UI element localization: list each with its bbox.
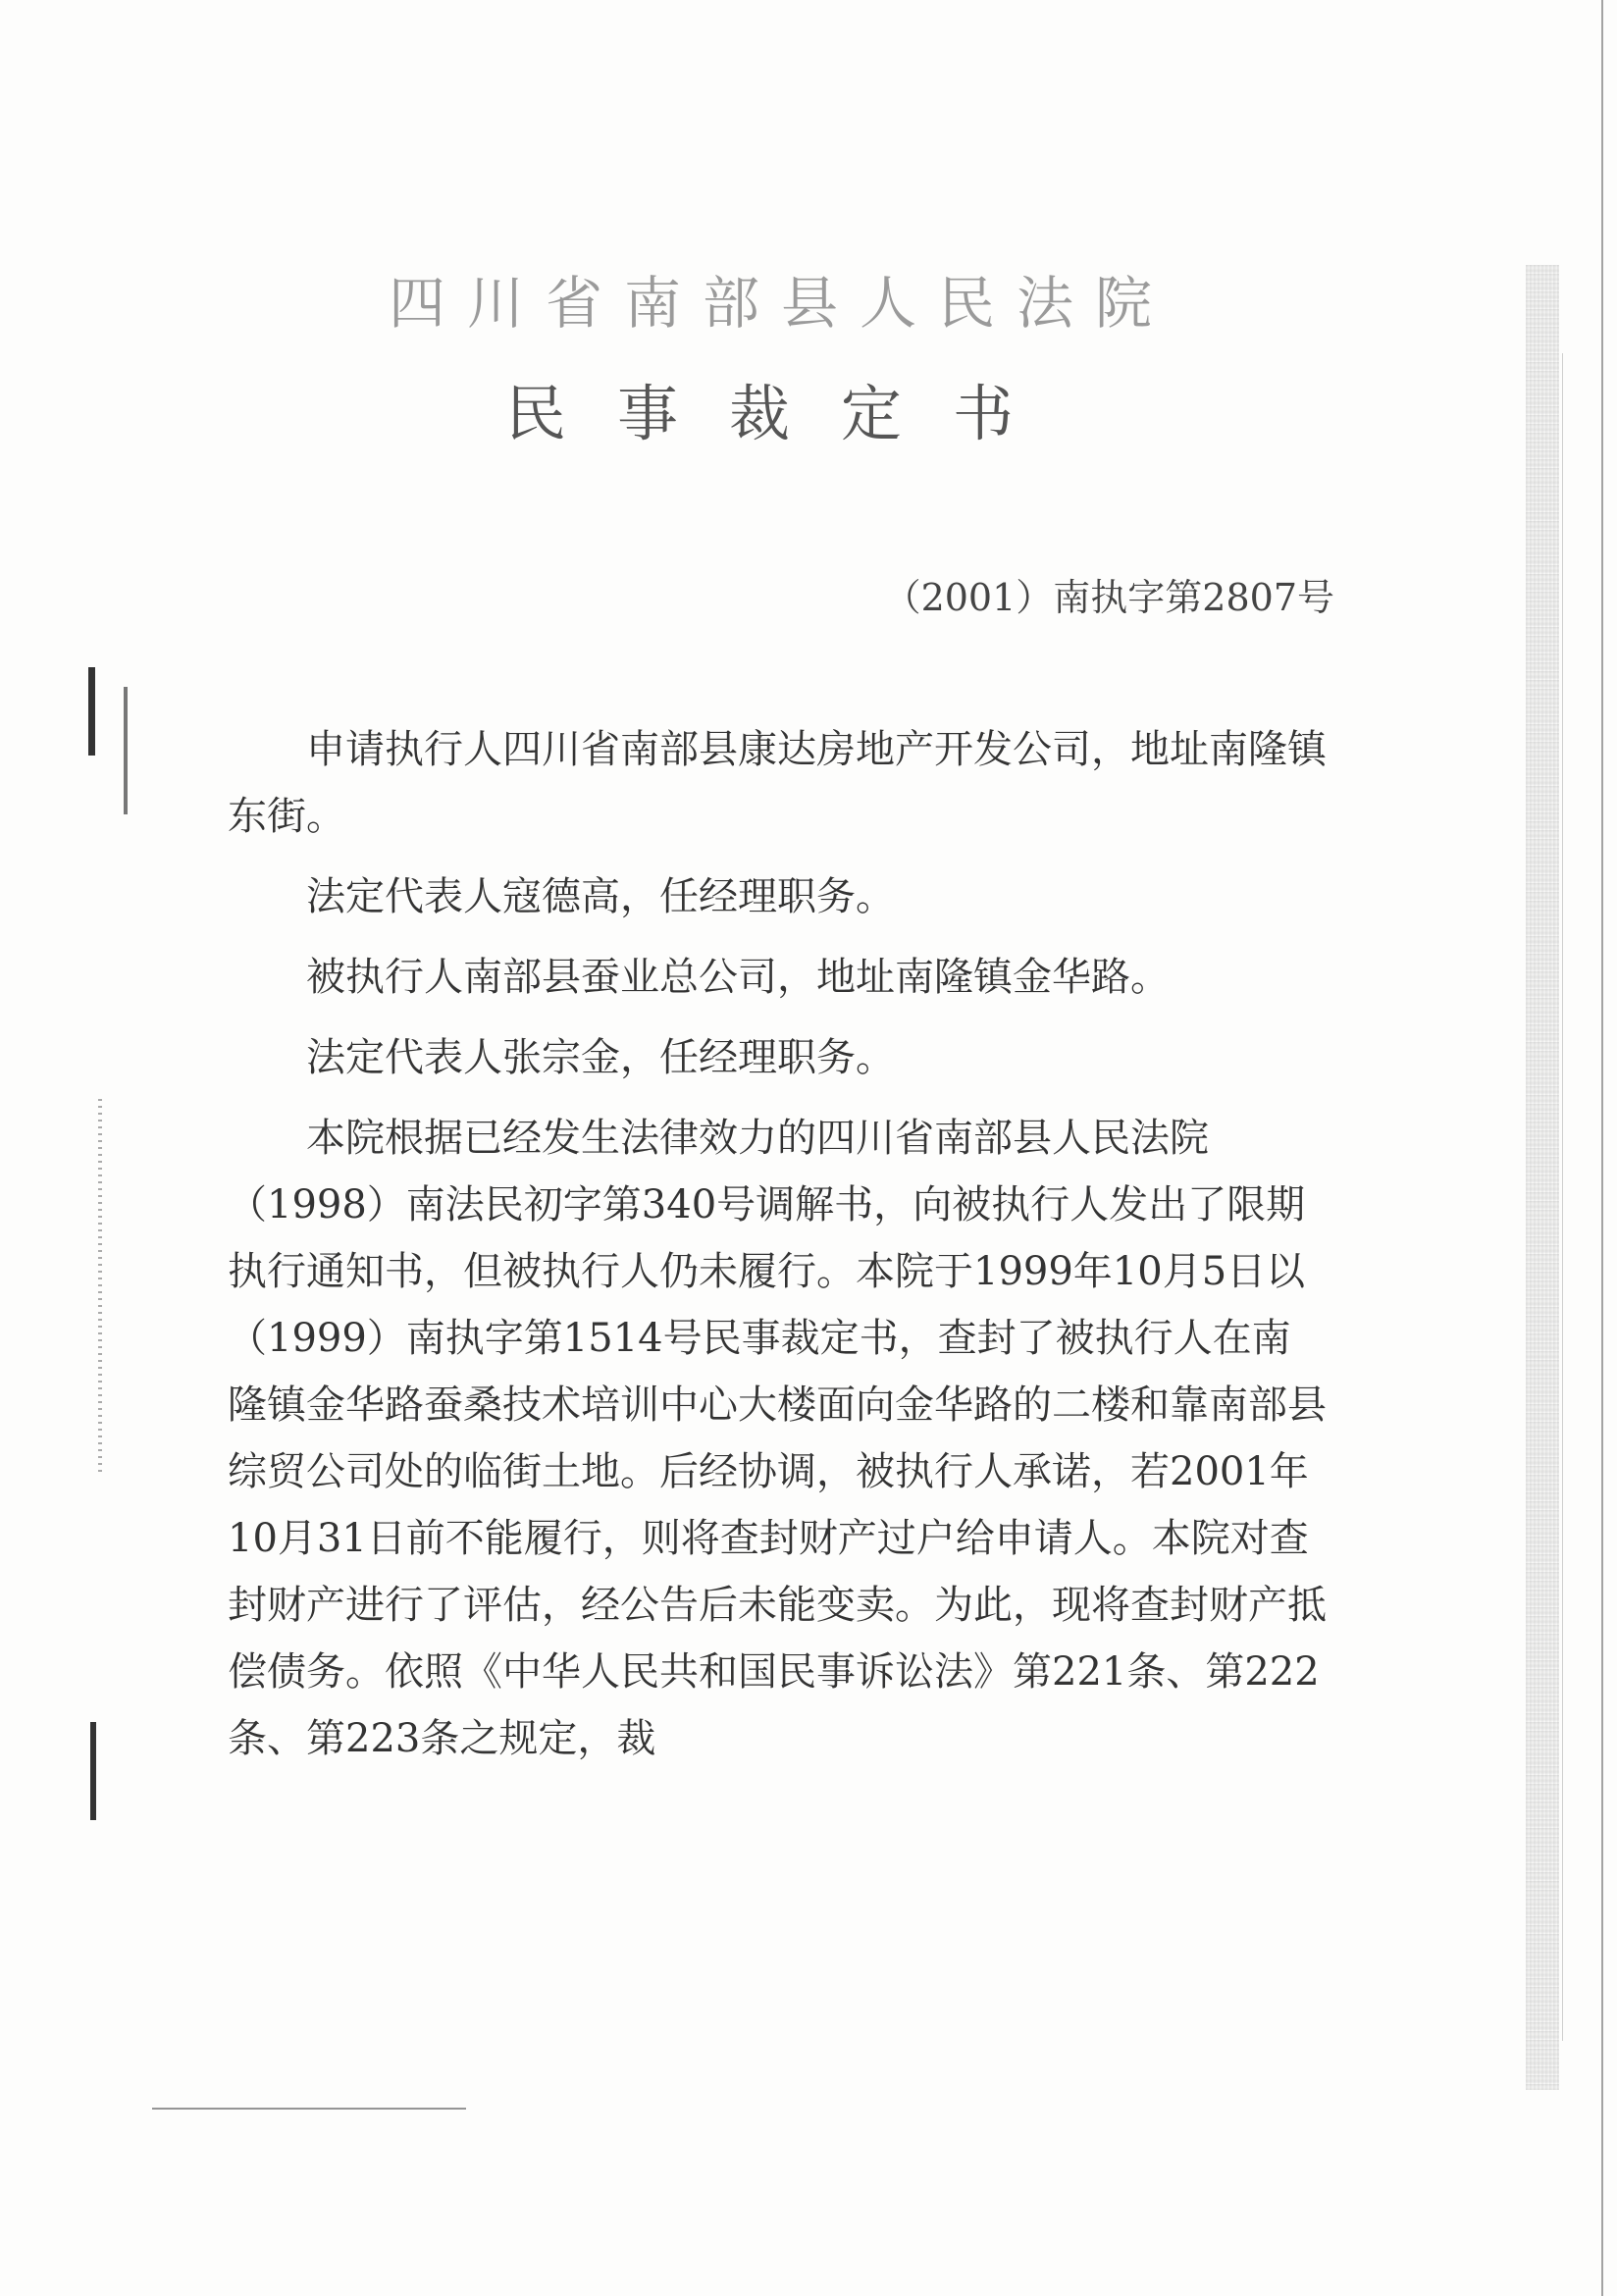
document-title: 民事裁定书 [504,378,1065,449]
case-number: （2001）南执字第2807号 [883,576,1334,619]
paragraph-ruling-basis: 本院根据已经发生法律效力的四川省南部县人民法院（1998）南法民初字第340号调解书，向被执行人发出了限期执行通知书，但被执行人仍未履行。本院于1999年10月5日以（1999）南执字第1514号民事裁定书，查封了被执行人在南隆镇金华路蚕桑技术培训中心大楼面向金华路的二楼和靠南部县综贸公司处的临街土地。后经协调，被执行人承诺，若2001年10月31日前不能履行，则将查封财产过户给申请人。本院对查封财产进行了评估，经公告后未能变卖。为此，现将查封财产抵偿债务。依照《中华人民共和国民事诉讼法》第221条、第222条、第223条之规定，裁 [228,1116,1327,1761]
court-name: 四川省南部县人民法院 [388,270,1174,337]
scan-mark [90,1722,96,1820]
paragraph-applicant: 申请执行人四川省南部县康达房地产开发公司，地址南隆镇东街。 [228,727,1327,839]
paragraph-respondent-representative: 法定代表人张宗金，任经理职务。 [306,1035,895,1080]
document-body [228,716,1327,1786]
scan-edge-line-inner [1562,353,1563,2041]
paragraph-respondent: 被执行人南部县蚕业总公司，地址南隆镇金华路。 [306,955,1170,1000]
scan-dots [98,1099,102,1472]
scan-mark [88,667,95,756]
scan-edge-line [1601,0,1603,2296]
paragraph-applicant-representative: 法定代表人寇德高，任经理职务。 [306,874,895,919]
scan-mark [124,687,128,814]
scan-rule [152,2108,466,2110]
scan-noise-strip [1526,265,1559,2090]
